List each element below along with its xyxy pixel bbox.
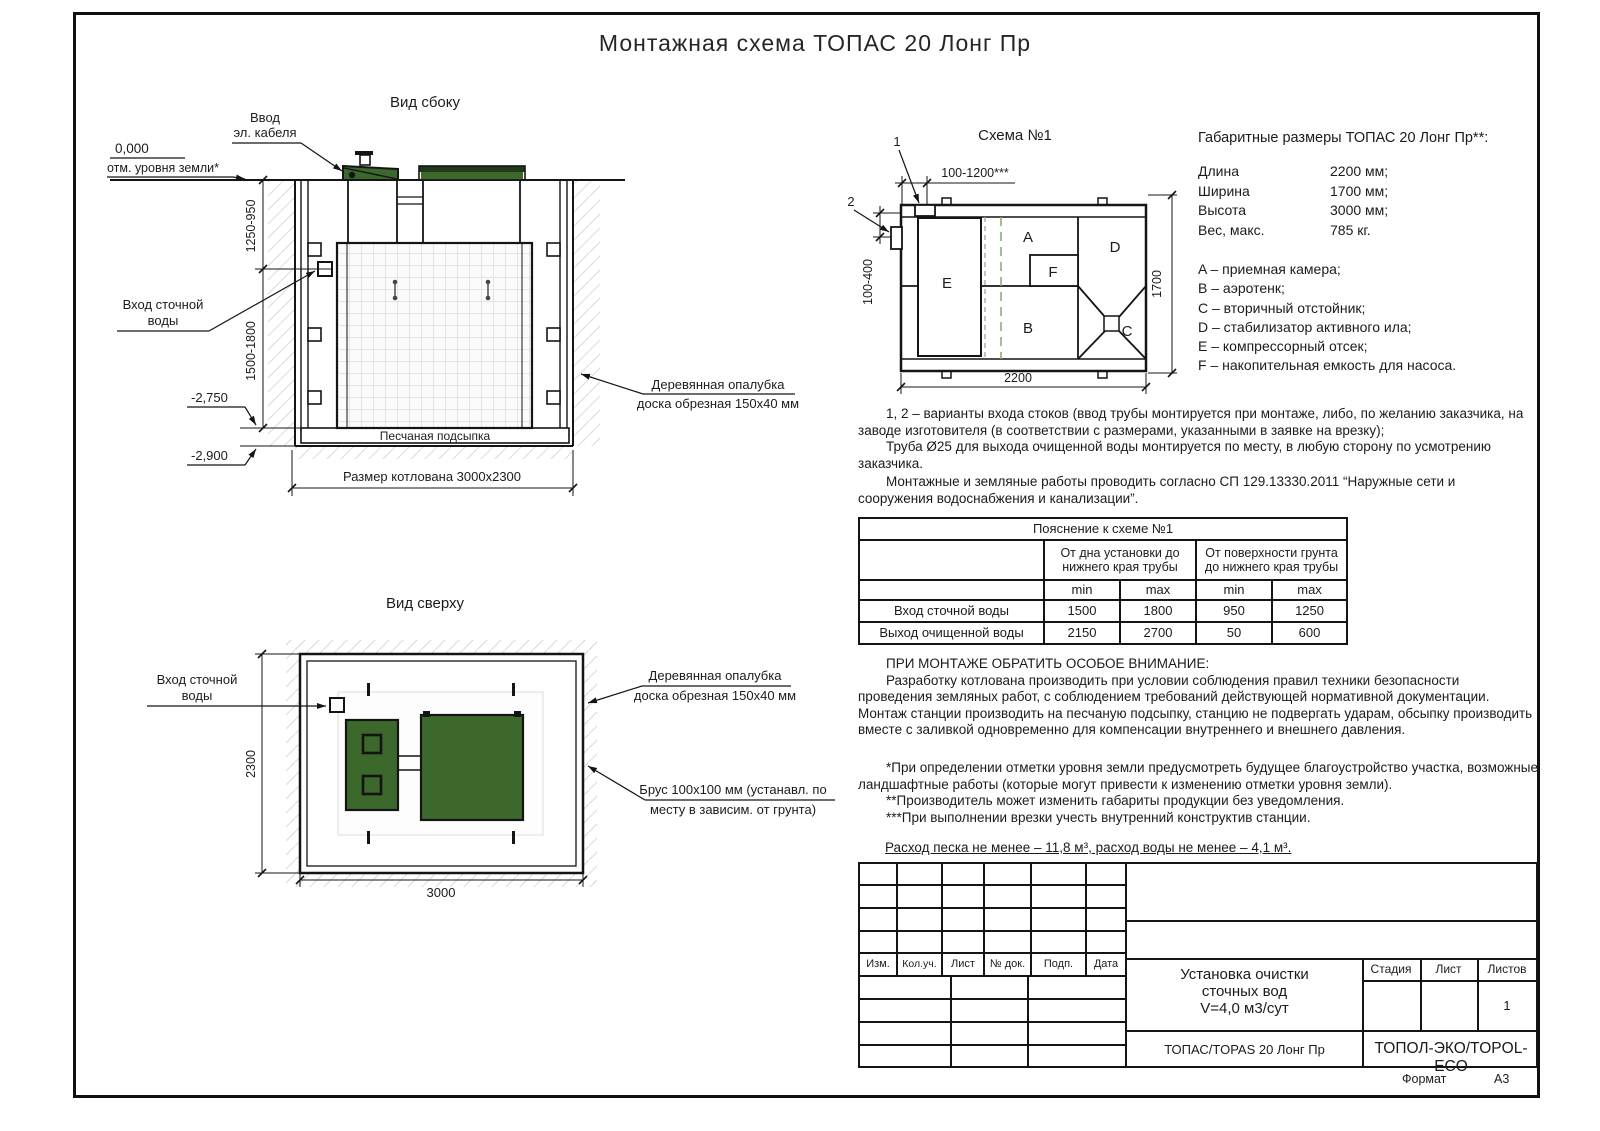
spec-value: 785 кг. [1330,221,1371,238]
spec-row [1198,221,1548,241]
table-min-header: min [1044,580,1120,600]
zero-note: отм. уровня земли* [107,161,220,175]
dim-lower: 1500-1800 [244,321,258,381]
tb-sheets-header: Листов [1487,962,1527,976]
comp-d-label: D [1109,239,1121,256]
footnote-2: **Производитель может изменить габариты продукции без уведомления. [886,793,1345,808]
row-value: 1500 [1044,600,1120,622]
dim-vertical-label: 2300 [244,750,258,778]
note-pipe: Труба Ø25 для выхода очищенной воды монтируется по месту, в любую сторону по усмотрению заказчика. [858,439,1492,471]
dim-bottom-label: 2200 [1004,371,1032,385]
spec-name: Ширина [1198,182,1250,199]
legend-item: B – аэротенк; [1198,280,1285,297]
formwork-line1: Деревянная опалубка [648,668,782,683]
callout-1-label: 1 [893,134,901,149]
formwork-line2: доска обрезная 150х40 мм [633,688,797,703]
side-view-drawing [85,85,805,515]
specs-block [1198,130,1548,240]
dim-horizontal-label: 3000 [426,885,456,900]
tb-company: ТОПОЛ-ЭКО/TOPOL-ECO [1374,1040,1528,1075]
notes-block [858,406,1546,472]
tb-col-podp: Подп. [1043,958,1074,970]
table-empty-cell [859,580,1044,600]
beam-callout [588,766,835,817]
row-value: 50 [1196,622,1272,644]
format-value: А3 [1494,1072,1510,1086]
legend-item: F – накопительная емкость для насоса. [1198,357,1457,374]
lid-large-top [421,711,523,820]
spec-row [1198,162,1548,182]
dim-right-label: 1700 [1150,270,1164,298]
spec-name: Вес, макс. [1198,221,1265,238]
tb-stage-header: Стадия [1370,962,1412,976]
cable-line1: Ввод [250,110,280,125]
table-empty-cell [859,540,1044,580]
formwork-callout [581,374,799,411]
legend-item: D – стабилизатор активного ила; [1198,318,1412,335]
spec-value: 3000 мм; [1330,202,1389,218]
table-min-header: min [1196,580,1272,600]
spec-value: 1700 мм; [1330,182,1389,199]
comp-a-label: A [1022,229,1034,246]
inlet-variant-1 [893,134,935,216]
page-title: Монтажная схема ТОПАС 20 Лонг Пр [598,30,1032,56]
zero-mark: 0,000 [115,141,149,156]
beam-line2: месту в зависим. от грунта) [649,802,817,817]
table-group2: От поверхности грунта до нижнего края трубы [1196,540,1347,580]
tb-col-ndok: № док. [989,958,1026,970]
footnotes-block [858,760,1548,826]
consumption-note: Расход песка не менее – 11,8 м³, расход воды не менее – 4,1 м³. [885,840,1292,855]
side-view-label: Вид сбоку [390,94,460,111]
tb-product: ТОПАС/TOPAS 20 Лонг Пр [1164,1042,1325,1057]
title-block [858,862,1538,1075]
formwork-callout-top [588,668,796,703]
inlet-line1: Вход сточной [122,297,204,312]
comp-c-label: C [1121,323,1133,340]
footnote-3: ***При выполнении врезки учесть внутренний конструктив станции. [886,809,1311,825]
legend-block [1198,260,1558,376]
row-name: Вход сточной воды [859,600,1044,622]
works-note [858,474,1528,507]
row-value: 2150 [1044,622,1120,644]
inlet-variant-2 [847,194,902,249]
legend-item: C – вторичный отстойник; [1198,299,1366,316]
row-value: 2700 [1120,622,1196,644]
tank-lid-right [419,166,525,180]
spec-row [1198,182,1548,202]
level-sand: -2,750 [191,390,228,405]
tb-sheet-header: Лист [1435,962,1462,976]
specs-title: Габаритные размеры ТОПАС 20 Лонг Пр**: [1198,130,1489,146]
callout-2-label: 2 [847,194,855,209]
attention-block [858,656,1536,739]
tb-doc-line1: Установка очистки [1180,966,1309,983]
note-works: Монтажные и земляные работы проводить согласно СП 129.13330.2011 “Наружные сети и сооружения водоснабжения и канализации”. [858,474,1456,506]
tb-doc-line2: сточных вод [1201,983,1288,1000]
inlet-line2: воды [181,688,213,703]
legend-item: E – компрессорный отсек; [1198,338,1368,355]
format-label: Формат [1402,1072,1447,1086]
inlet-line1: Вход сточной [156,672,238,687]
footnote-1: *При определении отметки уровня земли предусмотреть будущее благоустройство участка, возможные ландшафтные работы (которые могут привести к изменению отметки уровня земли). [858,760,1539,792]
level-bottom-callout [187,448,256,465]
table-row [859,622,1347,644]
cable-entry-callout [232,110,342,171]
tb-col-koluch: Кол.уч. [902,958,937,970]
note-variants: 1, 2 – варианты входа стоков (ввод трубы монтируется при монтаже, либо, по желанию заказчика, на заводе изготовителя (в соответствии с размерами, указанными в заявке на врезку); [858,406,1524,438]
spec-row [1198,201,1548,221]
attention-heading: ПРИ МОНТАЖЕ ОБРАТИТЬ ОСОБОЕ ВНИМАНИЕ: [886,656,1210,671]
tb-col-data: Дата [1093,958,1119,970]
attention-body: Разработку котлована производить при условии соблюдения правил техники безопасности проведения земляных работ, с соблюдением требований действующей нормативной документации. Монтаж станции производить на песчаную подсыпку, станцию не подвергать ударам, обсыпку производить вместе с заливкой одновременно для компенсации внутреннего и внешнего давления. [858,672,1533,737]
dim-upper: 1250-950 [244,199,258,253]
tb-col-izm: Изм. [866,958,890,970]
top-view-label: Вид сверху [385,595,465,612]
dim-top [895,176,1015,205]
tank-lid-left [343,151,398,180]
schema-label: Схема №1 [978,127,1052,144]
top-view-drawing [85,580,855,925]
row-value: 950 [1196,600,1272,622]
table-max-header: max [1272,580,1347,600]
dim-left-label: 100-400 [861,259,875,305]
schema-drawing [825,120,1190,420]
tb-sheets-value: 1 [1503,998,1511,1013]
sand-layer [295,428,573,446]
tb-doc-line3: V=4,0 м3/сут [1200,1000,1289,1017]
inlet-line2: воды [147,313,179,328]
level-bottom: -2,900 [191,448,228,463]
legend-item: A – приемная камера; [1198,261,1341,277]
spec-name: Длина [1198,163,1239,179]
formwork-line1: Деревянная опалубка [651,377,785,392]
row-value: 1800 [1120,600,1196,622]
table-group1: От дна установки до нижнего края трубы [1044,540,1196,580]
tb-col-list: Лист [951,958,975,970]
tank-body [337,243,532,428]
tb-doc-title [1127,966,1362,1017]
comp-f-label: F [1048,264,1058,281]
cable-line2: эл. кабеля [233,125,297,140]
level-sand-callout [187,390,256,425]
zero-level-callout [107,141,245,179]
inlet-port-top [330,698,344,712]
comp-e-label: E [941,275,953,292]
row-name: Выход очищенной воды [859,622,1044,644]
pit-size-label: Размер котлована 3000х2300 [342,469,522,484]
comp-b-label: B [1022,320,1034,337]
lid-small-top [346,720,398,810]
spec-name: Высота [1198,202,1247,218]
explanation-table [858,517,1348,645]
table-row [859,600,1347,622]
table-max-header: max [1120,580,1196,600]
sand-label: Песчаная подсыпка [379,429,491,443]
beam-line1: Брус 100х100 мм (устанавл. по [639,782,827,797]
row-value: 1250 [1272,600,1347,622]
table-title: Пояснение к схеме №1 [859,518,1347,540]
spec-value: 2200 мм; [1330,163,1389,179]
tank-neck [348,180,520,243]
dim-top-label: 100-1200*** [941,166,1009,180]
formwork-line2: доска обрезная 150х40 мм [636,396,800,411]
row-value: 600 [1272,622,1347,644]
